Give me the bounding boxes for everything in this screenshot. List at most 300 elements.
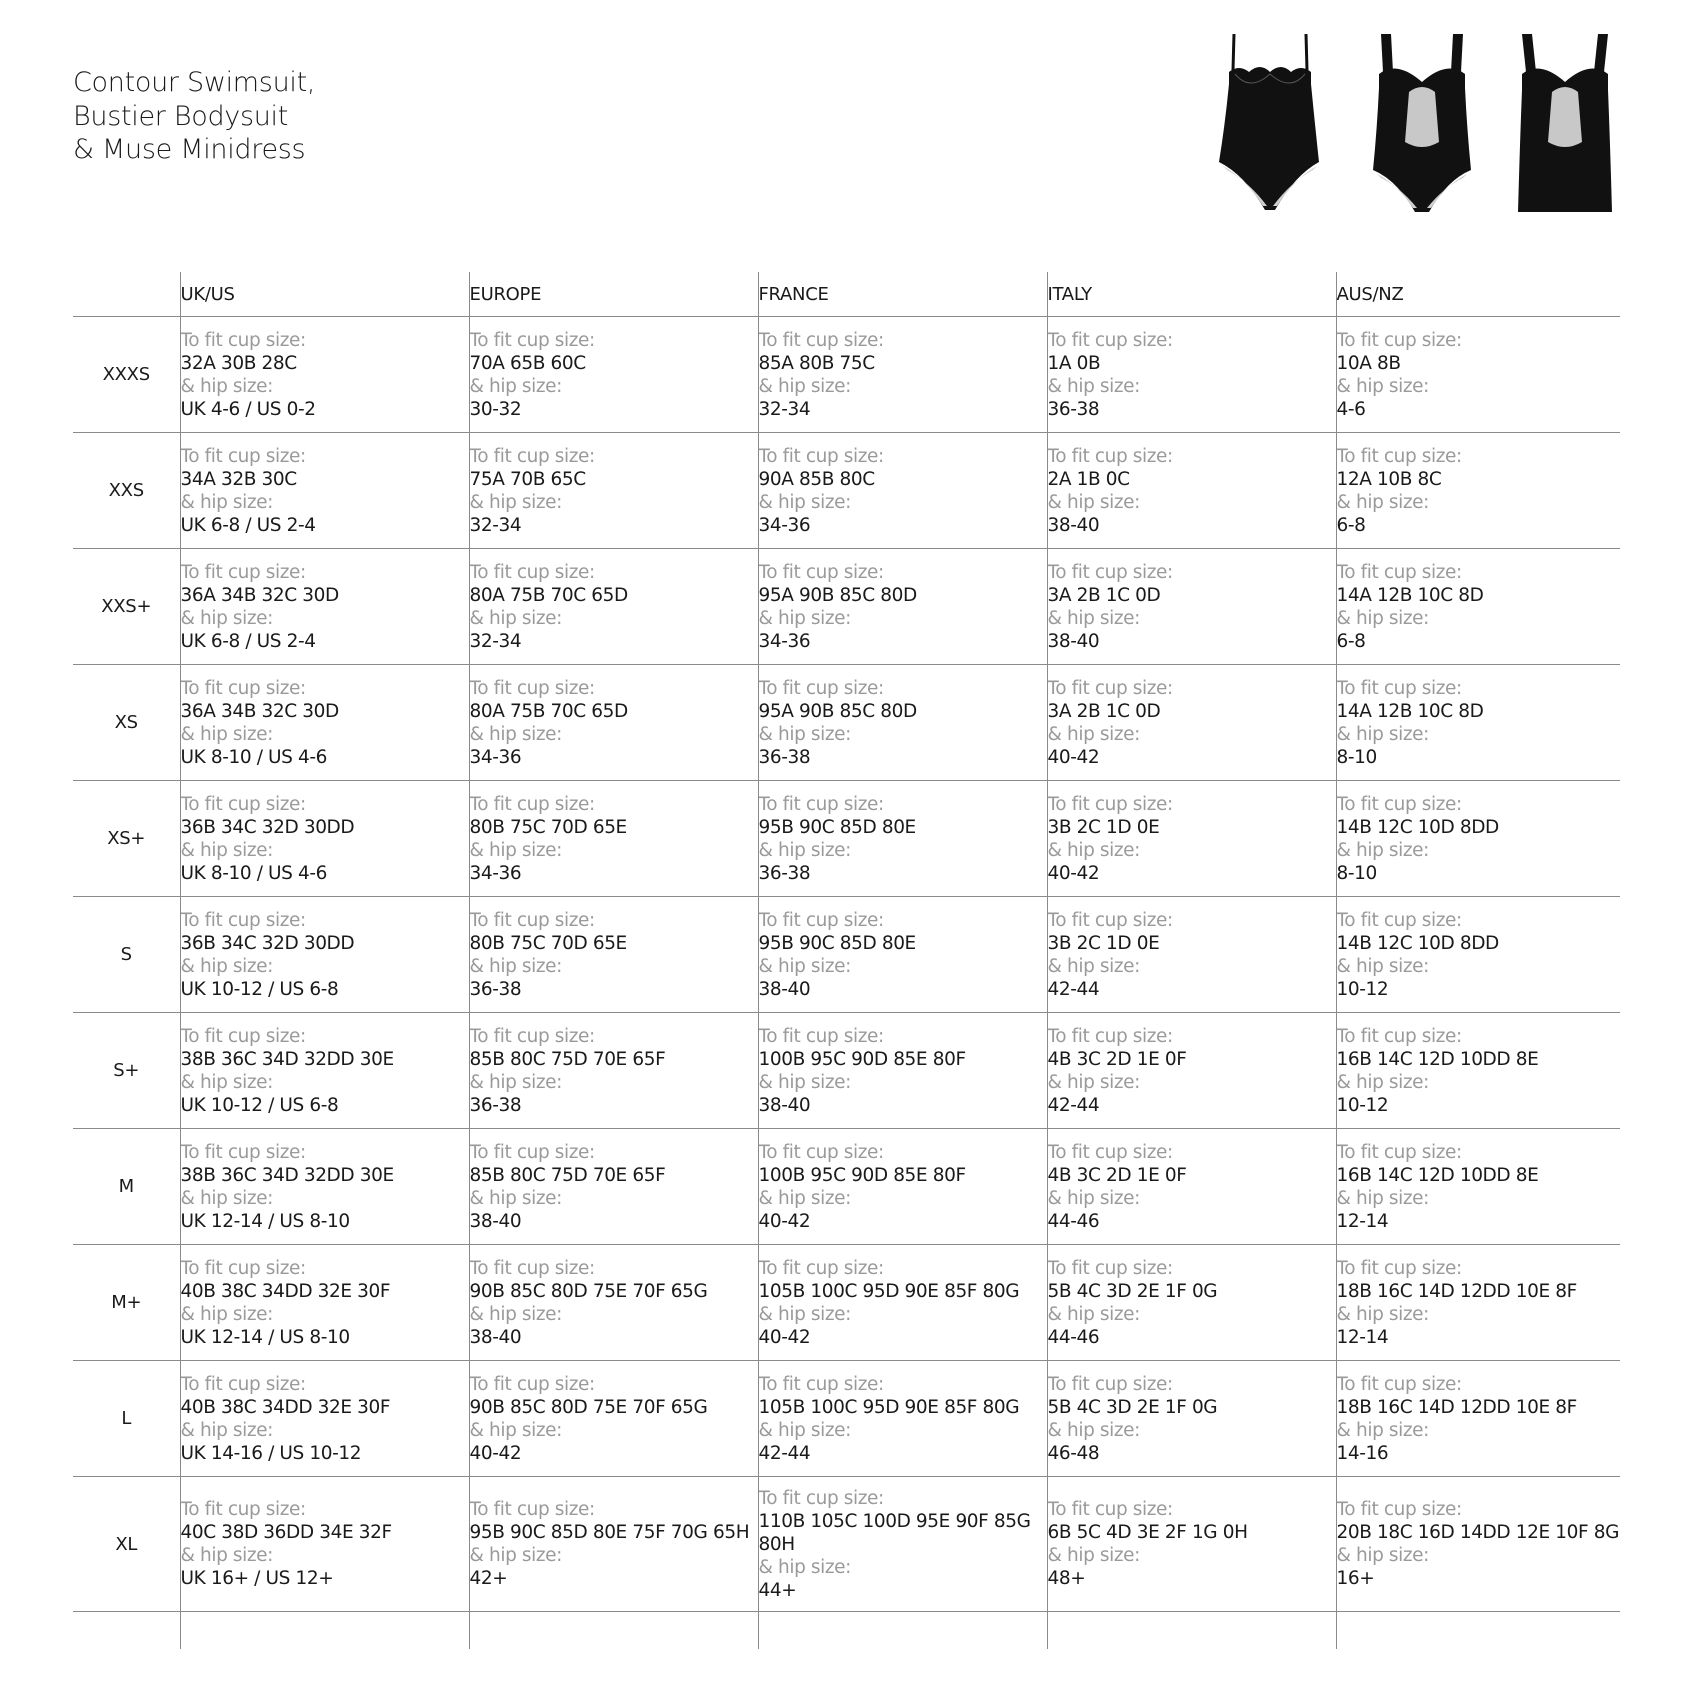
table-row: [73, 1477, 1620, 1612]
table-row: [73, 317, 1620, 433]
hip-sizes: 34-36: [469, 746, 522, 768]
cup-caption: To fit cup size:: [758, 445, 884, 467]
hip-caption: & hip size:: [1047, 491, 1140, 513]
hip-caption: & hip size:: [1336, 1187, 1429, 1209]
hip-caption: & hip size:: [758, 375, 851, 397]
hip-caption: & hip size:: [469, 955, 562, 977]
size-cell: [1336, 665, 1620, 781]
cup-sizes: 105B 100C 95D 90E 85F 80G: [758, 1396, 1020, 1418]
cup-sizes: 14B 12C 10D 8DD: [1336, 816, 1499, 838]
cup-caption: To fit cup size:: [1047, 1257, 1173, 1279]
cup-sizes: 38B 36C 34D 32DD 30E: [180, 1164, 394, 1186]
size-label: S: [120, 944, 132, 965]
table-header-row: [73, 272, 1620, 317]
size-cell: [758, 549, 1047, 665]
hip-caption: & hip size:: [469, 1545, 562, 1566]
cup-caption: To fit cup size:: [469, 561, 595, 583]
size-cell: [758, 433, 1047, 549]
page-title: [73, 66, 315, 167]
hip-caption: & hip size:: [180, 375, 273, 397]
size-cell: [758, 1245, 1047, 1361]
header-aus-nz: AUS/NZ: [1336, 272, 1620, 317]
hip-caption: & hip size:: [1047, 1545, 1140, 1566]
size-cell: [1336, 1013, 1620, 1129]
hip-sizes: 6-8: [1336, 514, 1366, 536]
size-cell: [469, 1129, 758, 1245]
hip-caption: & hip size:: [469, 839, 562, 861]
size-cell: [1047, 665, 1336, 781]
cup-sizes: 3A 2B 1C 0D: [1047, 700, 1161, 722]
hip-sizes: 38-40: [469, 1210, 522, 1232]
hip-caption: & hip size:: [1336, 607, 1429, 629]
cup-caption: To fit cup size:: [469, 1257, 595, 1279]
hip-sizes: UK 10-12 / US 6-8: [180, 1094, 339, 1116]
cup-sizes: 10A 8B: [1336, 352, 1401, 374]
size-cell: [469, 549, 758, 665]
cup-sizes: 2A 1B 0C: [1047, 468, 1130, 490]
hip-caption: & hip size:: [1047, 1303, 1140, 1325]
hip-sizes: 42-44: [1047, 978, 1100, 1000]
hip-sizes: 40-42: [1047, 862, 1100, 884]
hip-sizes: 32-34: [469, 630, 522, 652]
cup-sizes: 36B 34C 32D 30DD: [180, 816, 355, 838]
hip-sizes: 34-36: [758, 514, 811, 536]
table-row: [73, 665, 1620, 781]
cup-caption: To fit cup size:: [180, 677, 306, 699]
hip-caption: & hip size:: [180, 1419, 273, 1441]
size-cell: [180, 1129, 469, 1245]
table-row: [73, 1129, 1620, 1245]
size-cell: [180, 665, 469, 781]
cup-caption: To fit cup size:: [1047, 909, 1173, 931]
hip-caption: & hip size:: [1047, 1071, 1140, 1093]
cup-caption: To fit cup size:: [469, 793, 595, 815]
size-cell: [469, 665, 758, 781]
hip-sizes: 46-48: [1047, 1442, 1100, 1464]
hip-caption: & hip size:: [758, 1303, 851, 1325]
table-row: [73, 781, 1620, 897]
hip-caption: & hip size:: [180, 1303, 273, 1325]
size-label: XL: [115, 1533, 138, 1555]
cup-sizes: 90B 85C 80D 75E 70F 65G: [469, 1396, 708, 1418]
hip-caption: & hip size:: [180, 1545, 273, 1566]
hip-sizes: 40-42: [1047, 746, 1100, 768]
cup-sizes: 105B 100C 95D 90E 85F 80G: [758, 1280, 1020, 1302]
hip-sizes: 36-38: [1047, 398, 1100, 420]
hip-sizes: UK 10-12 / US 6-8: [180, 978, 339, 1000]
hip-sizes: 34-36: [469, 862, 522, 884]
cup-caption: To fit cup size:: [180, 1499, 306, 1520]
hip-caption: & hip size:: [180, 491, 273, 513]
hip-sizes: 4-6: [1336, 398, 1366, 420]
cup-sizes: 18B 16C 14D 12DD 10E 8F: [1336, 1280, 1577, 1302]
table-row: [73, 433, 1620, 549]
hip-sizes: UK 12-14 / US 8-10: [180, 1326, 350, 1348]
hip-caption: & hip size:: [1047, 1419, 1140, 1441]
hip-caption: & hip size:: [180, 955, 273, 977]
size-cell: [758, 1477, 1047, 1612]
size-cell: [1336, 433, 1620, 549]
hip-caption: & hip size:: [469, 1303, 562, 1325]
size-cell: [469, 1013, 758, 1129]
cup-caption: To fit cup size:: [1047, 1373, 1173, 1395]
hip-sizes: 38-40: [1047, 630, 1100, 652]
size-chart-table: [73, 272, 1620, 1649]
cup-caption: To fit cup size:: [469, 1141, 595, 1163]
hip-sizes: 44-46: [1047, 1326, 1100, 1348]
size-cell: [1047, 1013, 1336, 1129]
size-cell: [1336, 897, 1620, 1013]
title-line: & Muse Minidress: [73, 134, 306, 165]
contour-swimsuit-icon: [1215, 30, 1325, 215]
hip-sizes: 6-8: [1336, 630, 1366, 652]
cup-sizes: 90A 85B 80C: [758, 468, 875, 490]
cup-sizes: 80A 75B 70C 65D: [469, 700, 628, 722]
cup-caption: To fit cup size:: [469, 1025, 595, 1047]
hip-caption: & hip size:: [1336, 723, 1429, 745]
size-cell: [758, 897, 1047, 1013]
size-label: S+: [113, 1060, 140, 1081]
table-row: [73, 549, 1620, 665]
cup-sizes: 70A 65B 60C: [469, 352, 586, 374]
cup-caption: To fit cup size:: [1047, 445, 1173, 467]
cup-sizes: 36B 34C 32D 30DD: [180, 932, 355, 954]
size-cell: [469, 781, 758, 897]
cup-caption: To fit cup size:: [758, 1373, 884, 1395]
cup-caption: To fit cup size:: [180, 1141, 306, 1163]
cup-sizes: 100B 95C 90D 85E 80F: [758, 1048, 966, 1070]
cup-caption: To fit cup size:: [469, 329, 595, 351]
hip-sizes: 38-40: [469, 1326, 522, 1348]
hip-sizes: UK 8-10 / US 4-6: [180, 862, 328, 884]
size-cell: [1336, 317, 1620, 433]
size-cell: [1336, 1245, 1620, 1361]
hip-sizes: 36-38: [469, 978, 522, 1000]
garment-illustrations: [1215, 30, 1655, 215]
hip-caption: & hip size:: [180, 1071, 273, 1093]
cup-sizes: 36A 34B 32C 30D: [180, 700, 339, 722]
cup-caption: To fit cup size:: [180, 793, 306, 815]
cup-caption: To fit cup size:: [1336, 793, 1462, 815]
size-cell: [758, 317, 1047, 433]
hip-sizes: 42+: [469, 1568, 508, 1589]
tail-cell: [180, 1612, 469, 1650]
hip-caption: & hip size:: [1336, 491, 1429, 513]
hip-caption: & hip size:: [1336, 1303, 1429, 1325]
cup-sizes: 40B 38C 34DD 32E 30F: [180, 1396, 391, 1418]
size-cell: [758, 1361, 1047, 1477]
hip-sizes: 38-40: [758, 978, 811, 1000]
cup-sizes: 6B 5C 4D 3E 2F 1G 0H: [1047, 1522, 1248, 1543]
title-line: Contour Swimsuit,: [73, 67, 316, 98]
cup-caption: To fit cup size:: [469, 1373, 595, 1395]
tail-cell: [73, 1612, 180, 1650]
size-cell: [180, 549, 469, 665]
cup-sizes: 95A 90B 85C 80D: [758, 584, 917, 606]
hip-caption: & hip size:: [758, 1556, 851, 1578]
hip-sizes: 32-34: [469, 514, 522, 536]
size-label: L: [121, 1408, 132, 1429]
hip-caption: & hip size:: [180, 607, 273, 629]
cup-caption: To fit cup size:: [1336, 445, 1462, 467]
hip-caption: & hip size:: [180, 723, 273, 745]
cup-sizes: 5B 4C 3D 2E 1F 0G: [1047, 1396, 1218, 1418]
hip-sizes: 10-12: [1336, 978, 1389, 1000]
size-cell: [1047, 781, 1336, 897]
cup-caption: To fit cup size:: [1336, 1373, 1462, 1395]
cup-caption: To fit cup size:: [1336, 677, 1462, 699]
size-cell: [180, 1245, 469, 1361]
cup-sizes: 14A 12B 10C 8D: [1336, 584, 1484, 606]
hip-sizes: 30-32: [469, 398, 522, 420]
size-cell: [1336, 549, 1620, 665]
hip-caption: & hip size:: [180, 1187, 273, 1209]
size-cell: [758, 1013, 1047, 1129]
hip-sizes: UK 6-8 / US 2-4: [180, 514, 316, 536]
cup-caption: To fit cup size:: [1047, 1141, 1173, 1163]
hip-sizes: 10-12: [1336, 1094, 1389, 1116]
hip-caption: & hip size:: [1336, 1419, 1429, 1441]
size-label: XXS+: [101, 596, 152, 617]
size-cell: [180, 897, 469, 1013]
cup-sizes: 16B 14C 12D 10DD 8E: [1336, 1164, 1539, 1186]
hip-sizes: UK 14-16 / US 10-12: [180, 1442, 362, 1464]
hip-sizes: UK 8-10 / US 4-6: [180, 746, 328, 768]
cup-sizes: 18B 16C 14D 12DD 10E 8F: [1336, 1396, 1577, 1418]
cup-sizes: 95A 90B 85C 80D: [758, 700, 917, 722]
cup-sizes: 85B 80C 75D 70E 65F: [469, 1048, 666, 1070]
table-row: [73, 1013, 1620, 1129]
hip-caption: & hip size:: [180, 839, 273, 861]
cup-caption: To fit cup size:: [1047, 329, 1173, 351]
cup-sizes: 3A 2B 1C 0D: [1047, 584, 1161, 606]
cup-caption: To fit cup size:: [1336, 909, 1462, 931]
hip-caption: & hip size:: [758, 1419, 851, 1441]
cup-sizes: 32A 30B 28C: [180, 352, 297, 374]
cup-caption: To fit cup size:: [469, 1499, 595, 1520]
cup-sizes: 34A 32B 30C: [180, 468, 297, 490]
cup-caption: To fit cup size:: [1336, 1025, 1462, 1047]
hip-caption: & hip size:: [758, 723, 851, 745]
size-cell: [1047, 317, 1336, 433]
cup-caption: To fit cup size:: [180, 1257, 306, 1279]
hip-sizes: 40-42: [758, 1326, 811, 1348]
cup-caption: To fit cup size:: [180, 561, 306, 583]
cup-caption: To fit cup size:: [180, 1025, 306, 1047]
cup-sizes: 90B 85C 80D 75E 70F 65G: [469, 1280, 708, 1302]
hip-caption: & hip size:: [1336, 1545, 1429, 1566]
hip-caption: & hip size:: [469, 1419, 562, 1441]
header-italy: ITALY: [1047, 272, 1336, 317]
cup-sizes: 95B 90C 85D 80E: [758, 816, 916, 838]
hip-sizes: 48+: [1047, 1568, 1086, 1589]
hip-caption: & hip size:: [469, 723, 562, 745]
header-europe: EUROPE: [469, 272, 758, 317]
size-cell: [758, 1129, 1047, 1245]
cup-sizes: 100B 95C 90D 85E 80F: [758, 1164, 966, 1186]
size-label: XS+: [107, 828, 146, 849]
table-row: [73, 1361, 1620, 1477]
muse-minidress-icon: [1510, 30, 1620, 215]
cup-caption: To fit cup size:: [1047, 561, 1173, 583]
header-uk-us: UK/US: [180, 272, 469, 317]
cup-sizes: 4B 3C 2D 1E 0F: [1047, 1048, 1187, 1070]
cup-caption: To fit cup size:: [469, 677, 595, 699]
cup-caption: To fit cup size:: [758, 1025, 884, 1047]
cup-caption: To fit cup size:: [1047, 677, 1173, 699]
hip-caption: & hip size:: [758, 1071, 851, 1093]
cup-caption: To fit cup size:: [1336, 1257, 1462, 1279]
cup-sizes: 3B 2C 1D 0E: [1047, 816, 1160, 838]
cup-caption: To fit cup size:: [180, 329, 306, 351]
cup-sizes: 85B 80C 75D 70E 65F: [469, 1164, 666, 1186]
hip-sizes: 8-10: [1336, 746, 1377, 768]
size-label: XXXS: [102, 364, 150, 385]
size-cell: [469, 317, 758, 433]
size-cell: [1047, 433, 1336, 549]
cup-caption: To fit cup size:: [469, 445, 595, 467]
cup-sizes: 3B 2C 1D 0E: [1047, 932, 1160, 954]
hip-caption: & hip size:: [1336, 955, 1429, 977]
cup-caption: To fit cup size:: [758, 561, 884, 583]
tail-cell: [1336, 1612, 1620, 1650]
hip-caption: & hip size:: [1336, 1071, 1429, 1093]
size-cell: [469, 897, 758, 1013]
header-france: FRANCE: [758, 272, 1047, 317]
hip-sizes: 8-10: [1336, 862, 1377, 884]
hip-caption: & hip size:: [1047, 375, 1140, 397]
cup-sizes: 75A 70B 65C: [469, 468, 586, 490]
cup-caption: To fit cup size:: [758, 329, 884, 351]
size-cell: [1336, 1477, 1620, 1612]
hip-sizes: 36-38: [758, 862, 811, 884]
cup-caption: To fit cup size:: [1047, 1499, 1173, 1520]
cup-sizes: 40B 38C 34DD 32E 30F: [180, 1280, 391, 1302]
hip-sizes: 36-38: [758, 746, 811, 768]
cup-sizes: 20B 18C 16D 14DD 12E 10F 8G: [1336, 1522, 1620, 1543]
size-label: XXS: [108, 480, 144, 501]
hip-caption: & hip size:: [1047, 723, 1140, 745]
hip-caption: & hip size:: [758, 955, 851, 977]
size-label: M: [118, 1176, 134, 1197]
cup-sizes: 40C 38D 36DD 34E 32F: [180, 1522, 392, 1543]
hip-caption: & hip size:: [758, 839, 851, 861]
size-cell: [180, 433, 469, 549]
cup-caption: To fit cup size:: [1336, 561, 1462, 583]
hip-sizes: 14-16: [1336, 1442, 1389, 1464]
hip-caption: & hip size:: [1047, 839, 1140, 861]
cup-caption: To fit cup size:: [180, 909, 306, 931]
cup-caption: To fit cup size:: [1047, 793, 1173, 815]
cup-sizes: 95B 90C 85D 80E: [758, 932, 916, 954]
cup-caption: To fit cup size:: [758, 677, 884, 699]
cup-sizes: 36A 34B 32C 30D: [180, 584, 339, 606]
size-cell: [180, 1013, 469, 1129]
cup-caption: To fit cup size:: [180, 445, 306, 467]
table-row: [73, 897, 1620, 1013]
hip-sizes: 42-44: [758, 1442, 811, 1464]
cup-caption: To fit cup size:: [469, 909, 595, 931]
size-label: M+: [111, 1292, 142, 1313]
hip-caption: & hip size:: [469, 1187, 562, 1209]
hip-caption: & hip size:: [758, 491, 851, 513]
hip-caption: & hip size:: [469, 375, 562, 397]
tail-cell: [1047, 1612, 1336, 1650]
hip-caption: & hip size:: [469, 491, 562, 513]
size-cell: [1047, 897, 1336, 1013]
tail-cell: [469, 1612, 758, 1650]
corner-cell: [73, 272, 180, 317]
cup-caption: To fit cup size:: [1047, 1025, 1173, 1047]
size-cell: [758, 781, 1047, 897]
size-cell: [469, 1361, 758, 1477]
cup-caption: To fit cup size:: [1336, 1499, 1462, 1520]
hip-sizes: 42-44: [1047, 1094, 1100, 1116]
cup-caption: To fit cup size:: [758, 1141, 884, 1163]
cup-sizes: 85A 80B 75C: [758, 352, 875, 374]
cup-sizes: 14A 12B 10C 8D: [1336, 700, 1484, 722]
hip-caption: & hip size:: [1047, 955, 1140, 977]
cup-sizes: 80B 75C 70D 65E: [469, 816, 627, 838]
hip-sizes: UK 6-8 / US 2-4: [180, 630, 316, 652]
cup-sizes: 38B 36C 34D 32DD 30E: [180, 1048, 394, 1070]
size-cell: [1047, 1477, 1336, 1612]
size-cell: [1047, 1245, 1336, 1361]
hip-sizes: 36-38: [469, 1094, 522, 1116]
table-row: [73, 1245, 1620, 1361]
hip-caption: & hip size:: [758, 607, 851, 629]
cup-sizes: 12A 10B 8C: [1336, 468, 1442, 490]
size-cell: [1336, 1361, 1620, 1477]
cup-sizes: 5B 4C 3D 2E 1F 0G: [1047, 1280, 1218, 1302]
hip-sizes: UK 16+ / US 12+: [180, 1568, 334, 1589]
hip-sizes: 32-34: [758, 398, 811, 420]
cup-caption: To fit cup size:: [758, 793, 884, 815]
hip-caption: & hip size:: [469, 607, 562, 629]
size-cell: [1047, 549, 1336, 665]
cup-caption: To fit cup size:: [758, 909, 884, 931]
hip-caption: & hip size:: [1336, 839, 1429, 861]
cup-sizes: 4B 3C 2D 1E 0F: [1047, 1164, 1187, 1186]
title-line: Bustier Bodysuit: [73, 100, 289, 132]
hip-sizes: 38-40: [758, 1094, 811, 1116]
size-cell: [180, 1361, 469, 1477]
cup-caption: To fit cup size:: [1336, 1141, 1462, 1163]
cup-sizes: 1A 0B: [1047, 352, 1101, 374]
cup-sizes: 95B 90C 85D 80E 75F 70G 65H: [469, 1522, 750, 1543]
hip-caption: & hip size:: [1047, 607, 1140, 629]
hip-caption: & hip size:: [1336, 375, 1429, 397]
size-cell: [1047, 1129, 1336, 1245]
cup-sizes: 80B 75C 70D 65E: [469, 932, 627, 954]
cup-sizes: 16B 14C 12D 10DD 8E: [1336, 1048, 1539, 1070]
size-cell: [1336, 1129, 1620, 1245]
hip-sizes: 38-40: [1047, 514, 1100, 536]
cup-caption: To fit cup size:: [758, 1487, 884, 1509]
hip-sizes: 44+: [758, 1579, 797, 1601]
hip-sizes: UK 4-6 / US 0-2: [180, 398, 316, 420]
size-cell: [1336, 781, 1620, 897]
hip-sizes: 12-14: [1336, 1326, 1389, 1348]
hip-caption: & hip size:: [758, 1187, 851, 1209]
hip-sizes: 34-36: [758, 630, 811, 652]
cup-caption: To fit cup size:: [758, 1257, 884, 1279]
bustier-bodysuit-icon: [1367, 30, 1477, 215]
hip-sizes: 44-46: [1047, 1210, 1100, 1232]
table-tail-row: [73, 1612, 1620, 1650]
size-cell: [758, 665, 1047, 781]
size-cell: [180, 781, 469, 897]
